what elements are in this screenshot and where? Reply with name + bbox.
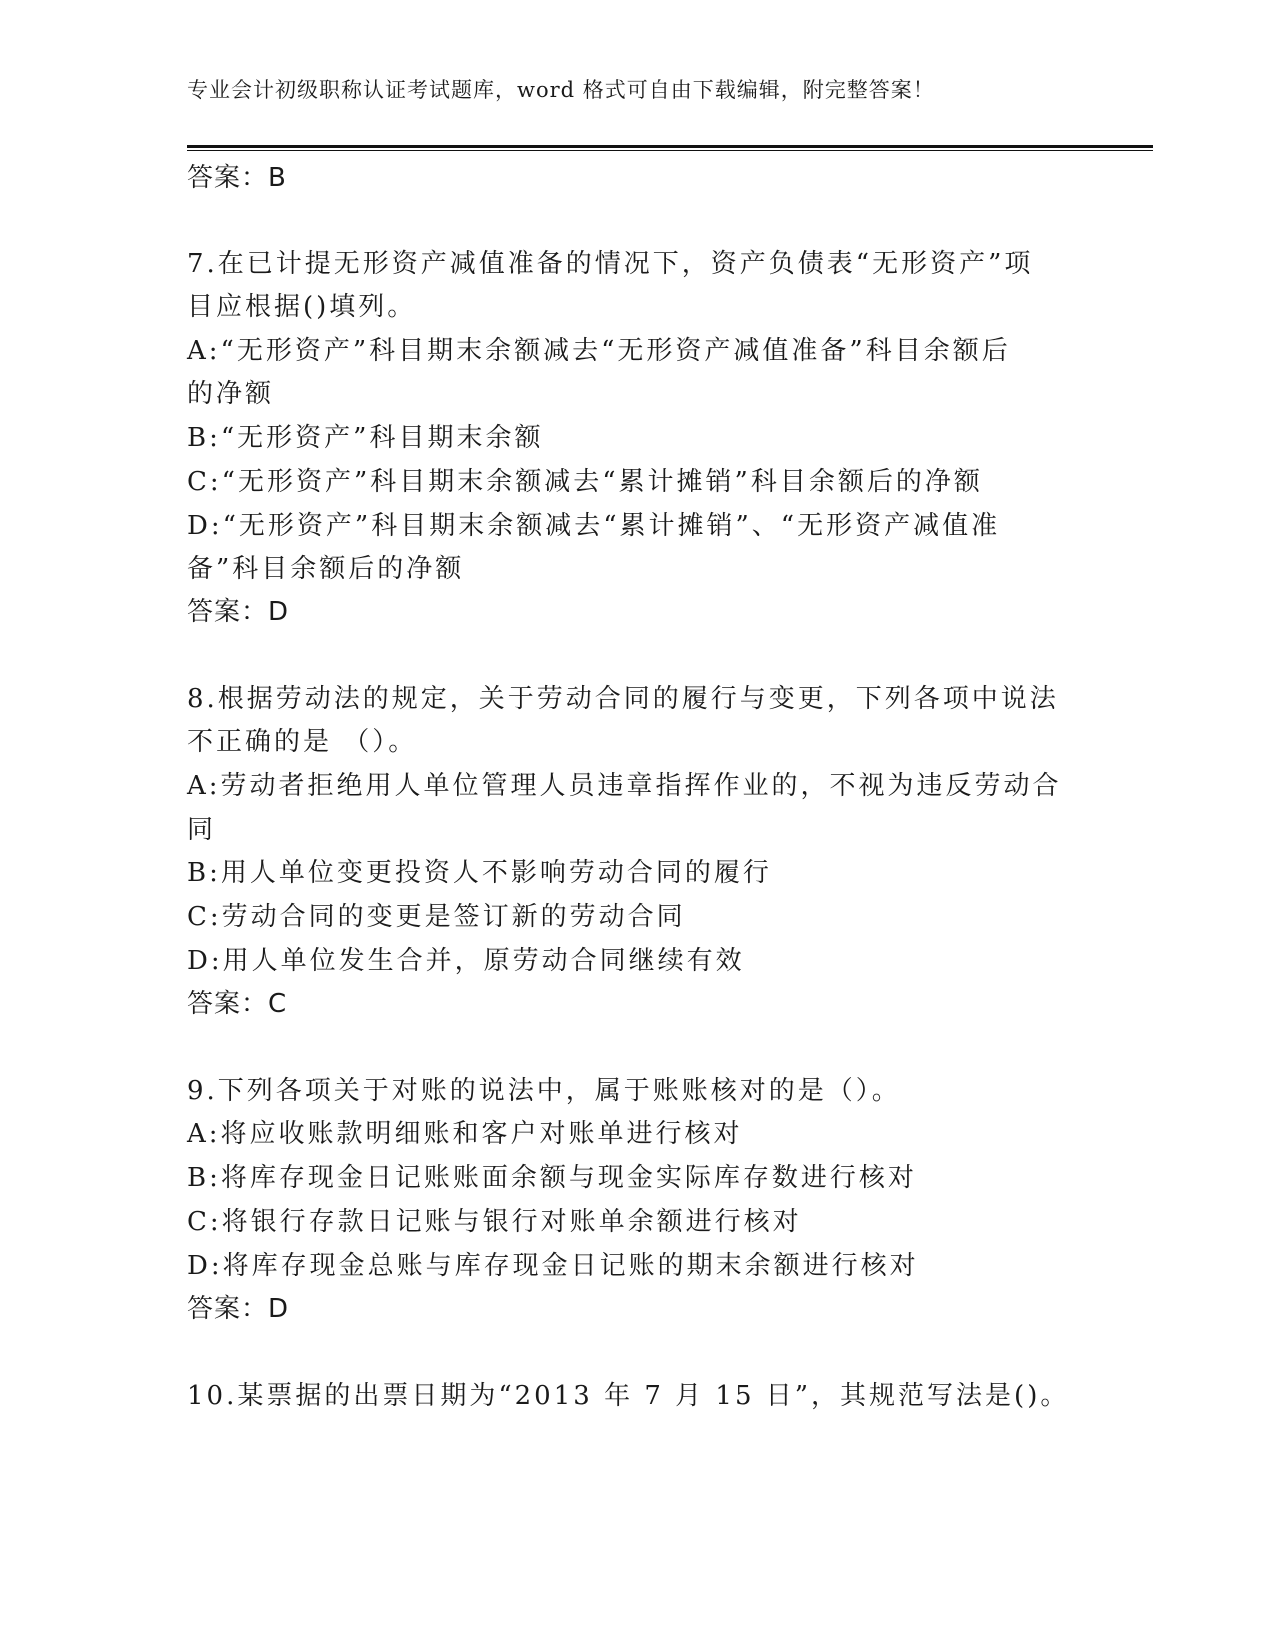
option-line: C:“无形资产”科目期末余额减去“累计摊销”科目余额后的净额 xyxy=(187,467,983,497)
question-stem-line: 10.某票据的出票日期为“2013 年 7 月 15 日”，其规范写法是()。 xyxy=(187,1381,1070,1411)
option-line: 备”科目余额后的净额 xyxy=(187,554,465,584)
option-line: C:将银行存款日记账与银行对账单余额进行核对 xyxy=(187,1207,802,1237)
option-line: D:“无形资产”科目期末余额减去“累计摊销”、“无形资产减值准 xyxy=(187,511,1001,541)
question-stem-line: 8.根据劳动法的规定，关于劳动合同的履行与变更，下列各项中说法 xyxy=(187,684,1059,714)
answer-line: 答案：B xyxy=(187,163,287,193)
page-header: 专业会计初级职称认证考试题库，word 格式可自由下载编辑，附完整答案！ xyxy=(187,78,935,102)
option-line: C:劳动合同的变更是签订新的劳动合同 xyxy=(187,902,686,932)
option-line: A:劳动者拒绝用人单位管理人员违章指挥作业的，不视为违反劳动合 xyxy=(187,771,1062,801)
option-line: B:“无形资产”科目期末余额 xyxy=(187,423,544,453)
header-rule-thin xyxy=(187,150,1153,151)
answer-line: 答案：D xyxy=(187,597,290,627)
option-line: 的净额 xyxy=(187,379,275,409)
question-stem-line: 不正确的是 （）。 xyxy=(187,727,418,757)
option-line: A:将应收账款明细账和客户对账单进行核对 xyxy=(187,1119,743,1149)
header-rule-thick xyxy=(187,145,1153,148)
answer-line: 答案：C xyxy=(187,989,288,1019)
option-line: B:用人单位变更投资人不影响劳动合同的履行 xyxy=(187,858,772,888)
option-line: 同 xyxy=(187,815,217,845)
option-line: D:将库存现金总账与库存现金日记账的期末余额进行核对 xyxy=(187,1251,919,1281)
option-line: B:将库存现金日记账账面余额与现金实际库存数进行核对 xyxy=(187,1163,917,1193)
option-line: D:用人单位发生合并，原劳动合同继续有效 xyxy=(187,946,745,976)
answer-line: 答案：D xyxy=(187,1294,290,1324)
question-stem-line: 9.下列各项关于对账的说法中，属于账账核对的是（）。 xyxy=(187,1076,901,1106)
option-line: A:“无形资产”科目期末余额减去“无形资产减值准备”科目余额后 xyxy=(187,336,1011,366)
question-stem-line: 目应根据()填列。 xyxy=(187,292,417,322)
question-stem-line: 7.在已计提无形资产减值准备的情况下，资产负债表“无形资产”项 xyxy=(187,249,1034,279)
